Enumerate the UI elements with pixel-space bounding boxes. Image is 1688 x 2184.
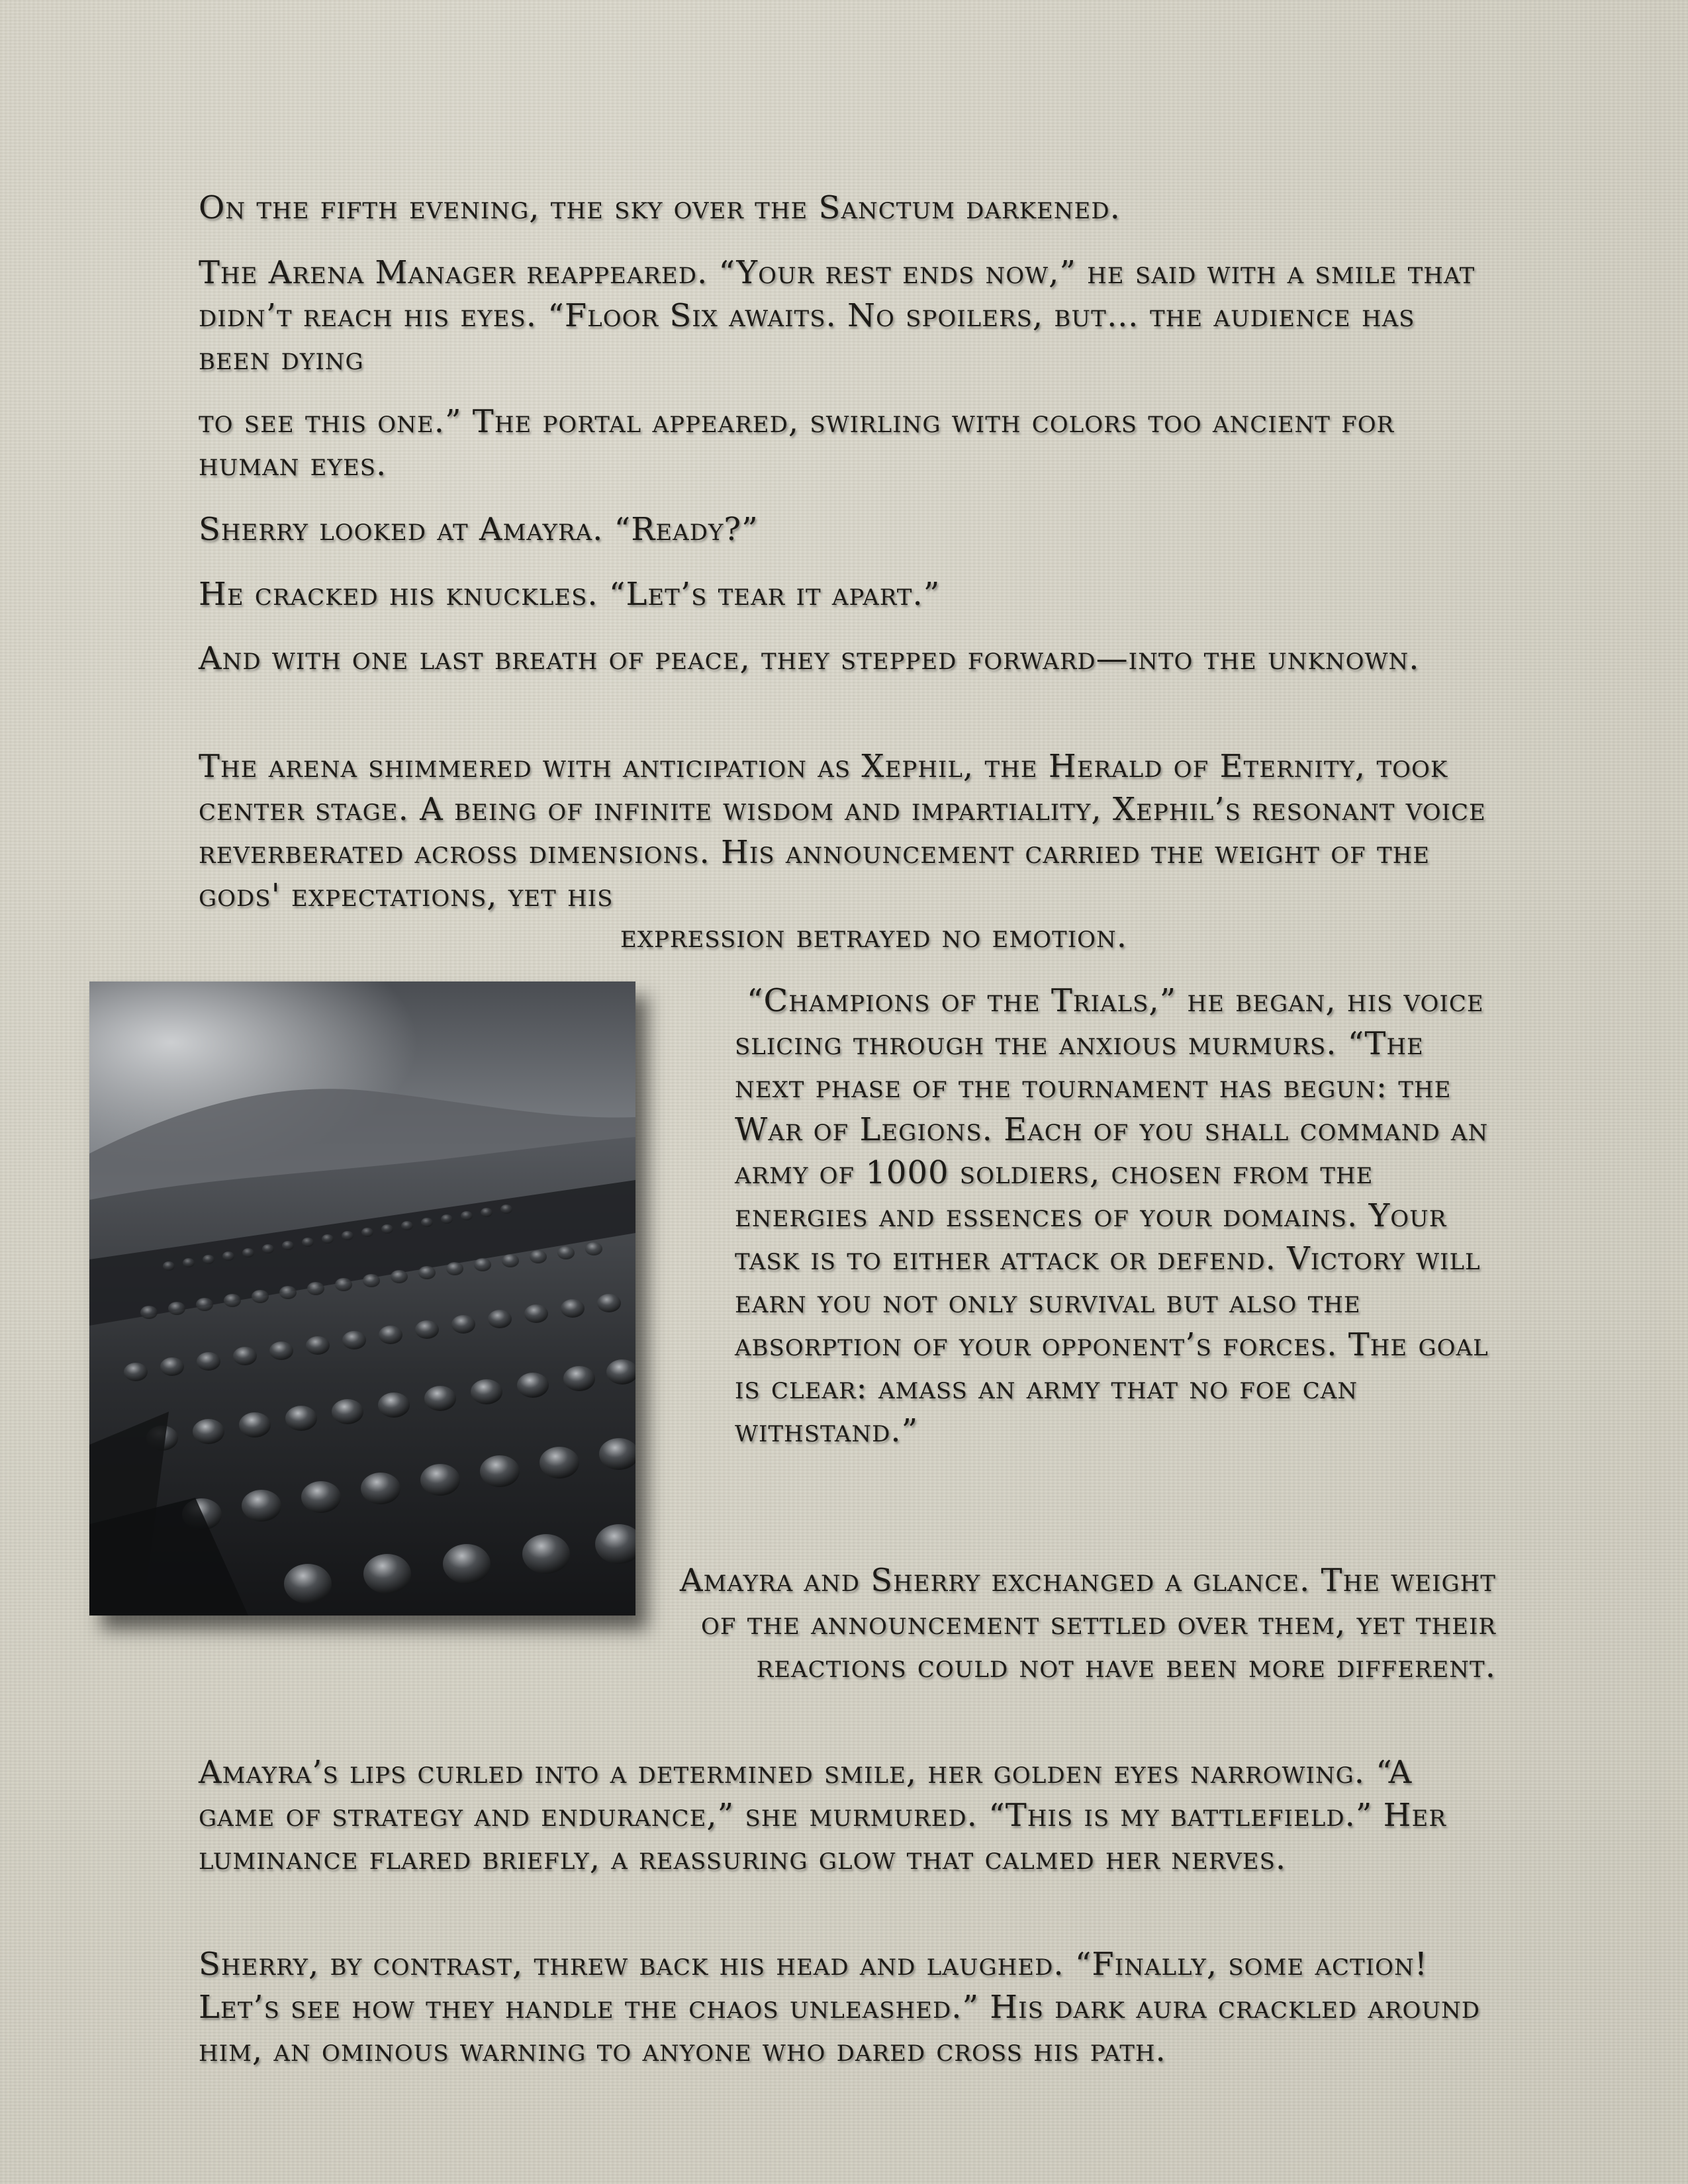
paragraph-expression-line: expression betrayed no emotion. [620,918,1128,955]
paragraph-knuckles: He cracked his knuckles. “Let’s tear it apart.” [199,576,941,613]
paragraph-fifth-evening: On the fifth evening, the sky over the Sanctum darkened. [199,189,1121,226]
paragraph-stepped-forward: And with one last breath of peace, they stepped forward—into the unknown. [199,640,1420,677]
paragraph-xephil-herald: The arena shimmered with anticipation as Xephil, the Herald of Eternity, took center stage. A being of infinite wisdom and impartiality, Xephil’s resonant voice reverberated across dimensions. His announcement carried the weight of the gods' expectations, yet his [199,748,1486,914]
paragraph-amayra-smile: Amayra’s lips curled into a determined smile, her golden eyes narrowing. “A game of strategy and endurance,” she murmured. “This is my battlefield.” Her luminance flared briefly, a reassuring glow that calmed her nerves. [199,1754,1446,1877]
paragraph-portal: to see this one.” The portal appeared, swirling with colors too ancient for human eyes. [199,403,1395,483]
paragraph-sherry-ready: Sherry looked at Amayra. “Ready?” [199,511,759,548]
army-legion-illustration [89,981,635,1615]
paragraph-sherry-laughed: Sherry, by contrast, threw back his head and laughed. “Finally, some action! Let’s see how they handle the chaos unleashed.” His dark aura crackled around him, an ominous warning to anyone who dared cross his path. [199,1946,1481,2069]
paragraph-exchanged-glance: Amayra and Sherry exchanged a glance. The weight of the announcement settled over them, yet their reactions could not have been more different. [679,1562,1496,1685]
paragraph-arena-manager: The Arena Manager reappeared. “Your rest ends now,” he said with a smile that didn’t reach his eyes. “Floor Six awaits. No spoilers, but… the audience has been dying [199,254,1476,377]
paragraph-champions-speech: “Champions of the Trials,” he began, his voice slicing through the anxious murmurs. “The next phase of the tournament has begun: the War of Legions. Each of you shall command an army of 1000 soldiers, chosen from the energies and essences of your domains. Your task is to either attack or defend. Victory will earn you not only survival but also the absorption of your opponent’s forces. The goal is clear: amass an army that no foe can withstand.” [735,982,1489,1449]
